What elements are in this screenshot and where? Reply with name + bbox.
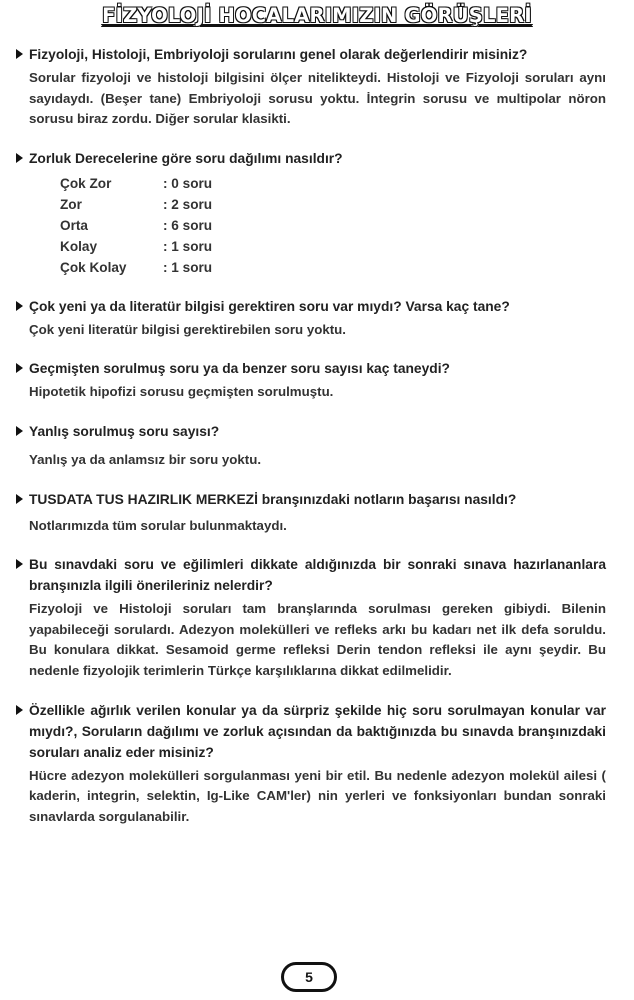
qa-block-4 — [16, 358, 606, 403]
page-number-badge — [281, 962, 337, 992]
answer-1: Sorular fizyoloji ve histoloji bilgisini ölçer nitelikteydi. Histoloji ve Fizyoloji soruları aynı sayıdaydı. (Beşer tane) Embriyoloji sorusu yoktu. İntegrin sorusu ve multipolar nöron sorusu biraz zordu. Diğer sorular klasikti. — [29, 70, 606, 127]
qa-block-7 — [16, 554, 606, 681]
qa-block-3 — [16, 296, 606, 341]
arrow-bullet-icon — [16, 49, 23, 59]
question-count: : 2 soru — [163, 196, 213, 212]
page-title: FİZYOLOJİ HOCALARIMIZIN GÖRÜŞLERİ — [102, 4, 532, 27]
answer-5: Yanlış ya da anlamsız bir soru yoktu. — [29, 451, 262, 467]
distribution-row — [60, 257, 606, 278]
arrow-bullet-icon — [16, 559, 23, 569]
answer-3: Çok yeni literatür bilgisi gerektirebilen soru yoktu. — [29, 321, 346, 337]
page-number: 5 — [305, 969, 313, 985]
question-1: Fizyoloji, Histoloji, Embriyoloji sorularını genel olarak değerlendirir misiniz? — [16, 44, 606, 65]
question-3: Çok yeni ya da literatür bilgisi gerektiren soru var mıydı? Varsa kaç tane? — [16, 296, 606, 317]
qa-block-8 — [16, 700, 606, 828]
difficulty-level: Orta — [60, 217, 88, 233]
difficulty-level: Çok Zor — [60, 175, 112, 191]
question-count: : 6 soru — [163, 217, 213, 233]
answer-6: Notlarımızda tüm sorular bulunmaktaydı. — [29, 517, 287, 533]
question-count: : 1 soru — [163, 238, 213, 254]
qa-block-6 — [16, 489, 606, 537]
answer-4: Hipotetik hipofizi sorusu geçmişten sorulmuştu. — [29, 384, 334, 400]
answer-8: Hücre adezyon molekülleri sorgulanması yeni bir etil. Bu nedenle adezyon molekül ailesi ( kaderin, integrin, selektin, Ig-Like CAM'ler) nin yerleri ve fonksiyonları bundan sonraki sınavlarda sorgulanabilir. — [29, 767, 606, 824]
difficulty-level: Zor — [60, 196, 82, 212]
question-7: Bu sınavdaki soru ve eğilimleri dikkate aldığınızda bir sonraki sınava hazırlananlara branşınızla ilgili önerileriniz nelerdir? — [16, 554, 606, 596]
question-count: : 0 soru — [163, 175, 213, 191]
interview-content — [16, 44, 606, 845]
arrow-bullet-icon — [16, 494, 23, 504]
difficulty-level: Kolay — [60, 238, 98, 254]
distribution-row — [60, 215, 606, 236]
question-6: TUSDATA TUS HAZIRLIK MERKEZİ branşınızdaki notların başarısı nasıldı? — [16, 489, 606, 510]
question-8: Özellikle ağırlık verilen konular ya da sürpriz şekilde hiç soru sorulmayan konular var mıydı?, Soruların dağılımı ve zorluk açısından da baktığınızda bu sınavda branşınızdaki soruları analiz eder misiniz? — [16, 700, 606, 763]
qa-block-5 — [16, 421, 606, 471]
qa-block-2 — [16, 148, 606, 278]
arrow-bullet-icon — [16, 705, 23, 715]
arrow-bullet-icon — [16, 301, 23, 311]
question-5: Yanlış sorulmuş soru sayısı? — [16, 421, 606, 442]
qa-block-1 — [16, 44, 606, 130]
distribution-row — [60, 236, 606, 257]
difficulty-distribution — [16, 173, 606, 278]
question-4: Geçmişten sorulmuş soru ya da benzer soru sayısı kaç taneydi? — [16, 358, 606, 379]
difficulty-level: Çok Kolay — [60, 259, 127, 275]
arrow-bullet-icon — [16, 363, 23, 373]
arrow-bullet-icon — [16, 426, 23, 436]
answer-7: Fizyoloji ve Histoloji soruları tam branşlarında sorulması gereken gibiydi. Bilenin yapabileceği sorulardı. Adezyon molekülleri ve refleks arkı bu kadarı net ilk defa soruldu. Bu konulara dikkat. Sesamoid germe refleksi Derin tendon refleksi ile aynı şeydir. Bu nedenle fizyolojik terimlerin Türkçe karşılıklarına dikkat edilmelidir. — [29, 601, 606, 678]
arrow-bullet-icon — [16, 153, 23, 163]
question-2: Zorluk Derecelerine göre soru dağılımı nasıldır? — [16, 148, 606, 169]
distribution-row — [60, 194, 606, 215]
question-count: : 1 soru — [163, 259, 213, 275]
distribution-row — [60, 173, 606, 194]
